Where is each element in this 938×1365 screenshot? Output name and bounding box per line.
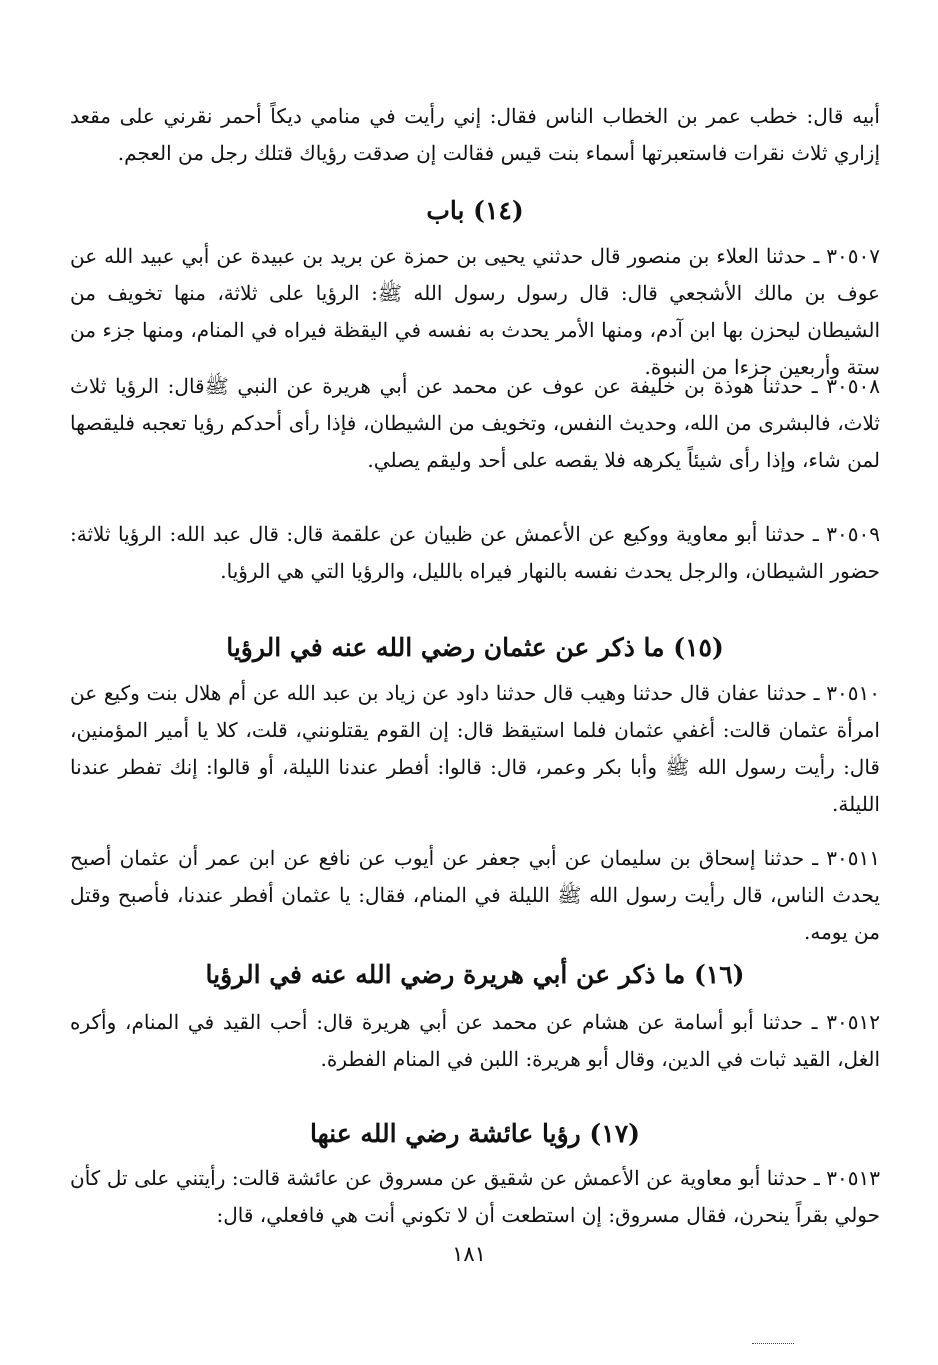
hadith-paragraph: ٣٠٥٠٧ ـ حدثنا العلاء بن منصور قال حدثني يحيى بن حمزة عن بريد بن عبيدة عن أبي عبيد الله عن عوف بن مالك الأشجعي قال: قال رسول رسول الله ﷺ: الرؤيا على ثلاثة، منها تخويف من الشيطان ليحزن بها ابن آدم، ومنها الأمر يحدث به نفسه في اليقظة فيراه في المنام، ومنها جزء من ستة وأربعين جزءا من النبوة. [70,244,881,379]
hadith-paragraph: ٣٠٥١١ ـ حدثنا إسحاق بن سليمان عن أبي جعفر عن أيوب عن نافع عن ابن عمر أن عثمان أصبح يحدث الناس، قال رأيت رسول الله ﷺ الليلة في المنام، فقال: يا عثمان أفطر عندنا، فأصبح وقتل من يومه. [70,846,880,944]
section-heading: (١٤) باب [426,196,524,225]
page-number: ١٨١ [452,1242,486,1266]
section-heading: (١٦) ما ذكر عن أبي هريرة رضي الله عنه في الرؤيا [205,960,745,989]
section-heading: (١٥) ما ذكر عن عثمان رضي الله عنه في الرؤيا [226,633,724,662]
hadith-paragraph: ٣٠٥١٣ ـ حدثنا أبو معاوية عن الأعمش عن شقيق عن مسروق عن عائشة قالت: رأيتني على تل كأن حولي بقراً ينحرن، فقال مسروق: إن استطعت أن لا تكوني أنت هي فافعلي، قال: [70,1166,880,1227]
hadith-paragraph: أبيه قال: خطب عمر بن الخطاب الناس فقال: إني رأيت في منامي ديكاً أحمر نقرني على مقعد إزاري ثلاث نقرات فاستعبرتها أسماء بنت قيس فقالت إن صدقت رؤياك قتلك رجل من العجم. [70,104,880,165]
section-heading: (١٧) رؤيا عائشة رضي الله عنها [310,1119,640,1148]
hadith-paragraph: ٣٠٥١٠ ـ حدثنا عفان قال حدثنا وهيب قال حدثنا داود عن زياد بن عبد الله عن أم هلال بنت وكيع عن امرأة عثمان قالت: أغفي عثمان فلما استيقظ قال: إن القوم يقتلونني، قلت، كلا يا أمير المؤمنين، قال: رأيت رسول الله ﷺ وأبا بكر وعمر، قال: قالوا: أفطر عندنا الليلة، أو قالوا: إنك تفطر عندنا الليلة. [70,681,880,816]
hadith-paragraph: ٣٠٥١٢ ـ حدثنا أبو أسامة عن هشام عن محمد عن أبي هريرة قال: أحب القيد في المنام، وأكره الغل، القيد ثبات في الدين، وقال أبو هريرة: اللبن في المنام الفطرة. [70,1010,880,1071]
hadith-paragraph: ٣٠٥٠٩ ـ حدثنا أبو معاوية ووكيع عن الأعمش عن ظبيان عن علقمة قال: قال عبد الله: الرؤيا ثلاثة: حضور الشيطان، والرجل يحدث نفسه بالنهار فيراه بالليل، والرؤيا التي هي الرؤيا. [70,522,880,583]
footer-dotted-rule [752,1343,794,1344]
hadith-paragraph: ٣٠٥٠٨ ـ حدثنا هوذة بن خليفة عن عوف عن محمد عن أبي هريرة عن النبي ﷺقال: الرؤيا ثلاث ثلاث، فالبشرى من الله، وحديث النفس، وتخويف من الشيطان، فإذا رأى أحدكم رؤيا تعجبه فليقصها لمن شاء، وإذا رأى شيئاً يكرهه فلا يقصه على أحد وليقم يصلي. [70,374,880,472]
